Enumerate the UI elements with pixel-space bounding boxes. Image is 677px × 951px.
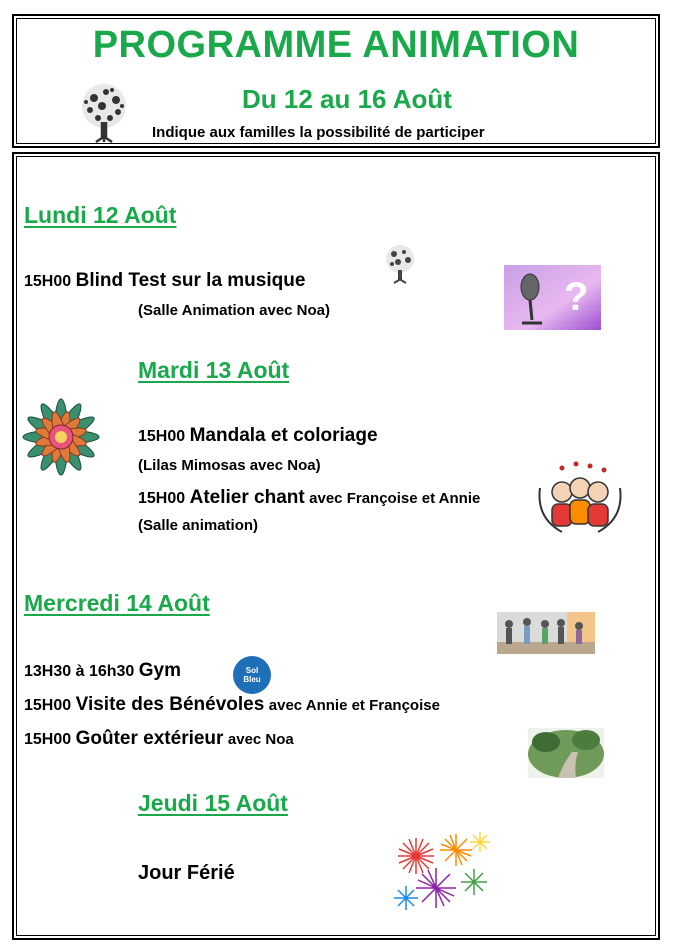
activity-hosts: avec Françoise et Annie [309, 490, 481, 507]
activity-time: 13H30 à 16h30 [24, 663, 135, 680]
tree-icon [382, 244, 418, 284]
activity-gouter [24, 728, 294, 750]
day-heading-wednesday: Mercredi 14 Août [24, 590, 210, 616]
activity-time: 15H00 [138, 428, 186, 445]
microphone-question-image [504, 265, 601, 330]
activity-title: Blind Test sur la musique [75, 270, 306, 291]
page-title: PROGRAMME ANIMATION [92, 24, 580, 66]
mandala-image [22, 392, 100, 482]
activity-title: Mandala et coloriage [189, 425, 378, 446]
activity-blind-test [24, 270, 305, 292]
activity-jour-ferie: Jour Férié [138, 862, 235, 884]
activity-location: (Salle animation) [138, 517, 259, 534]
day-heading-monday: Lundi 12 Août [24, 202, 177, 228]
garden-path-photo [528, 728, 604, 778]
day-heading-tuesday: Mardi 13 Août [138, 357, 290, 383]
activity-location: (Lilas Mimosas avec Noa) [138, 457, 321, 474]
day-heading-thursday: Jeudi 15 Août [138, 790, 288, 816]
fireworks-image [392, 826, 494, 918]
activity-hosts: avec Noa [227, 731, 294, 748]
svg-text:?: ? [564, 275, 589, 319]
activity-time: 15H00 [138, 490, 186, 507]
activity-time: 15H00 [24, 273, 72, 290]
activity-time: 15H00 [24, 697, 72, 714]
activity-time: 15H00 [24, 731, 72, 748]
choir-singers-image [532, 458, 628, 544]
activity-title: Visite des Bénévoles [75, 694, 265, 715]
activity-atelier-chant [138, 487, 480, 509]
date-range: Du 12 au 16 Août [242, 84, 452, 114]
activity-hosts: avec Annie et Françoise [268, 697, 440, 714]
gym-class-photo [497, 612, 595, 654]
activity-gym [24, 660, 181, 682]
activity-mandala [138, 425, 378, 447]
activity-visite-benevoles [24, 694, 440, 716]
tree-icon [76, 82, 132, 144]
activity-title: Atelier chant [189, 487, 305, 508]
activity-title: Gym [138, 660, 182, 681]
activity-title: Goûter extérieur [75, 728, 224, 749]
families-note: Indique aux familles la possibilité de participer [152, 124, 485, 141]
blue-round-badge: Sol Bleu [233, 656, 271, 694]
activity-location: (Salle Animation avec Noa) [138, 302, 330, 319]
